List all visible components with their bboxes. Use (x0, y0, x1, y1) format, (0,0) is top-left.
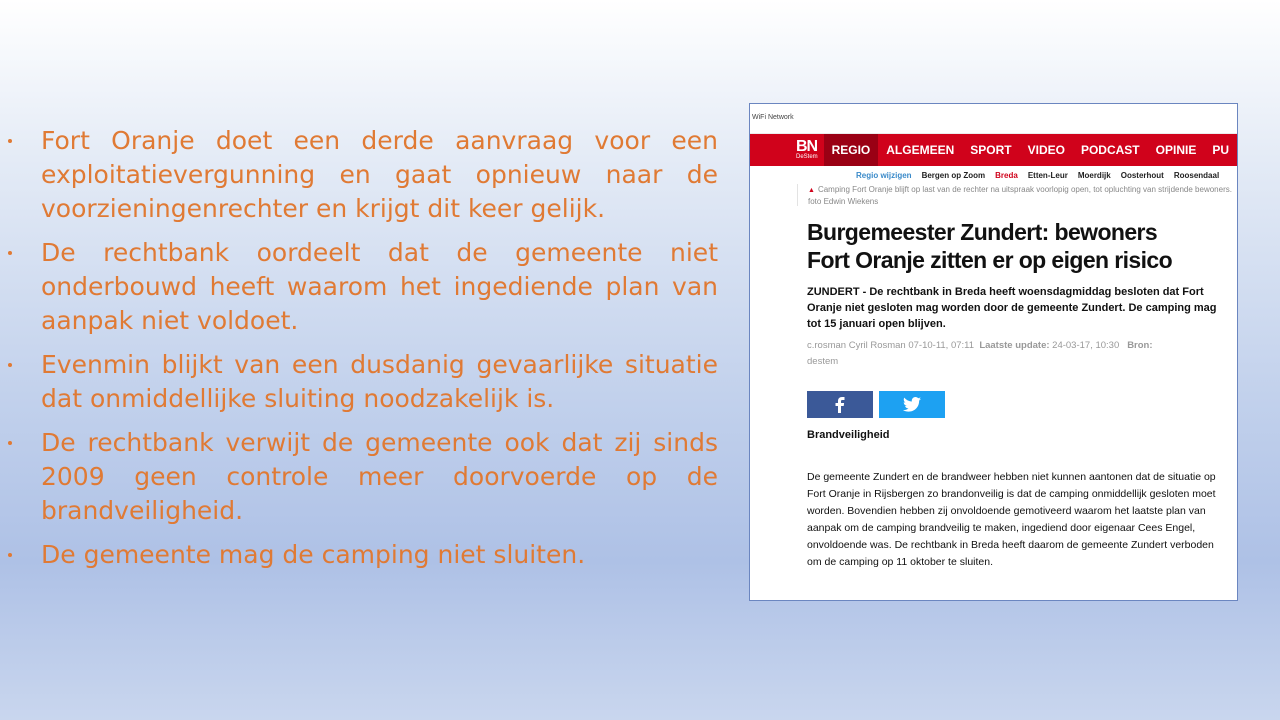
logo-main: BN (796, 137, 818, 155)
nav-algemeen[interactable]: ALGEMEEN (886, 143, 955, 157)
bullet-item (8, 236, 718, 338)
subnav-etten-leur[interactable]: Etten-Leur (1027, 170, 1068, 180)
caption-triangle-icon: ▲ (808, 187, 815, 194)
byline-published: 07-10-11, 07:11 (908, 340, 975, 351)
byline-updated-label: Laatste update: (979, 340, 1050, 351)
article-headline (807, 218, 1227, 274)
bullet-dot-icon (8, 363, 12, 367)
bullet-item (8, 426, 718, 528)
nav-pu[interactable]: PU (1212, 143, 1229, 157)
headline-line-2: Fort Oranje zitten er op eigen risico (807, 247, 1173, 273)
bullet-dot-icon (8, 553, 12, 557)
subnav-breda[interactable]: Breda (995, 170, 1018, 180)
nav-opinie[interactable]: OPINIE (1155, 143, 1197, 157)
share-buttons (807, 391, 1227, 418)
bullet-text: De gemeente mag de camping niet sluiten. (41, 540, 586, 569)
article-lead: ZUNDERT - De rechtbank in Breda heeft woensdagmiddag besloten dat Fort Oranje niet gesloten mag worden door de gemeente Zundert. De camping mag tot 15 januari open blijven. (807, 286, 1217, 330)
subnav-oosterhout[interactable]: Oosterhout (1120, 170, 1164, 180)
region-subnav (750, 166, 1237, 184)
photo-caption (797, 184, 1238, 206)
nav-video[interactable]: VIDEO (1027, 143, 1065, 157)
logo-sub: DeStem (796, 153, 818, 160)
byline-source: destem (807, 356, 839, 367)
bullet-dot-icon (8, 441, 12, 445)
window-label: WiFi Network (750, 104, 1237, 134)
caption-text: Camping Fort Oranje blijft op last van de rechter na uitspraak voorlopig open, tot opluchting van strijdende bewoners. foto Edwin Wiekens (808, 185, 1232, 206)
nav-podcast[interactable]: PODCAST (1080, 143, 1140, 157)
bullet-dot-icon (8, 251, 12, 255)
bullet-text: De rechtbank verwijt de gemeente ook dat zij sinds 2009 geen controle meer doorvoerde op de brandveiligheid. (41, 428, 718, 525)
headline-line-1: Burgemeester Zundert: bewoners (807, 219, 1158, 245)
bullet-text: Evenmin blijkt van een dusdanig gevaarlijke situatie dat onmiddellijke sluiting noodzakelijk is. (41, 350, 718, 413)
facebook-icon (834, 397, 846, 413)
subnav-roosendaal[interactable]: Roosendaal (1173, 170, 1220, 180)
news-article-screenshot (749, 103, 1238, 601)
twitter-icon (903, 397, 921, 412)
facebook-share-button[interactable] (807, 391, 873, 418)
article-body: De gemeente Zundert en de brandweer hebben niet kunnen aantonen dat de situatie op Fort Oranje in Rijsbergen zo brandonveilig is dat de camping onmiddellijk gesloten moet worden. Bovendien hebben zij onvoldoende gemotiveerd waarom het laatste plan van aanpak om de camping brandveilig te maken, ingediend door eigenaar Cees Engel, onvoldoende was. De rechtbank in Breda heeft daarom de gemeente Zundert verboden om de camping op 11 oktober te sluiten. (807, 471, 1216, 568)
subnav-moerdijk[interactable]: Moerdijk (1077, 170, 1111, 180)
bullet-list (8, 124, 718, 582)
byline-author[interactable]: c.rosman Cyril Rosman (807, 340, 906, 351)
nav-sport[interactable]: SPORT (970, 143, 1012, 157)
site-logo[interactable] (750, 134, 824, 166)
site-navbar (750, 134, 1237, 166)
bullet-item (8, 538, 718, 572)
nav-regio[interactable]: REGIO (824, 134, 879, 166)
byline-updated: 24-03-17, 10:30 (1052, 340, 1120, 351)
bullet-text: De rechtbank oordeelt dat de gemeente niet onderbouwd heeft waarom het ingediende plan van aanpak niet voldoet. (41, 238, 718, 335)
article-byline (807, 338, 1227, 370)
article (797, 218, 1227, 571)
bullet-item (8, 124, 718, 226)
bullet-text: Fort Oranje doet een derde aanvraag voor een exploitatievergunning en gaat opnieuw naar de voorzieningenrechter en krijgt dit keer gelijk. (41, 126, 718, 223)
article-subhead: Brandveiligheid (807, 429, 890, 441)
byline-source-label: Bron: (1127, 340, 1153, 351)
bullet-dot-icon (8, 139, 12, 143)
subnav-regio-wijzigen[interactable]: Regio wijzigen (856, 170, 912, 180)
subnav-bergen-op-zoom[interactable]: Bergen op Zoom (921, 170, 986, 180)
bullet-item (8, 348, 718, 416)
twitter-share-button[interactable] (879, 391, 945, 418)
